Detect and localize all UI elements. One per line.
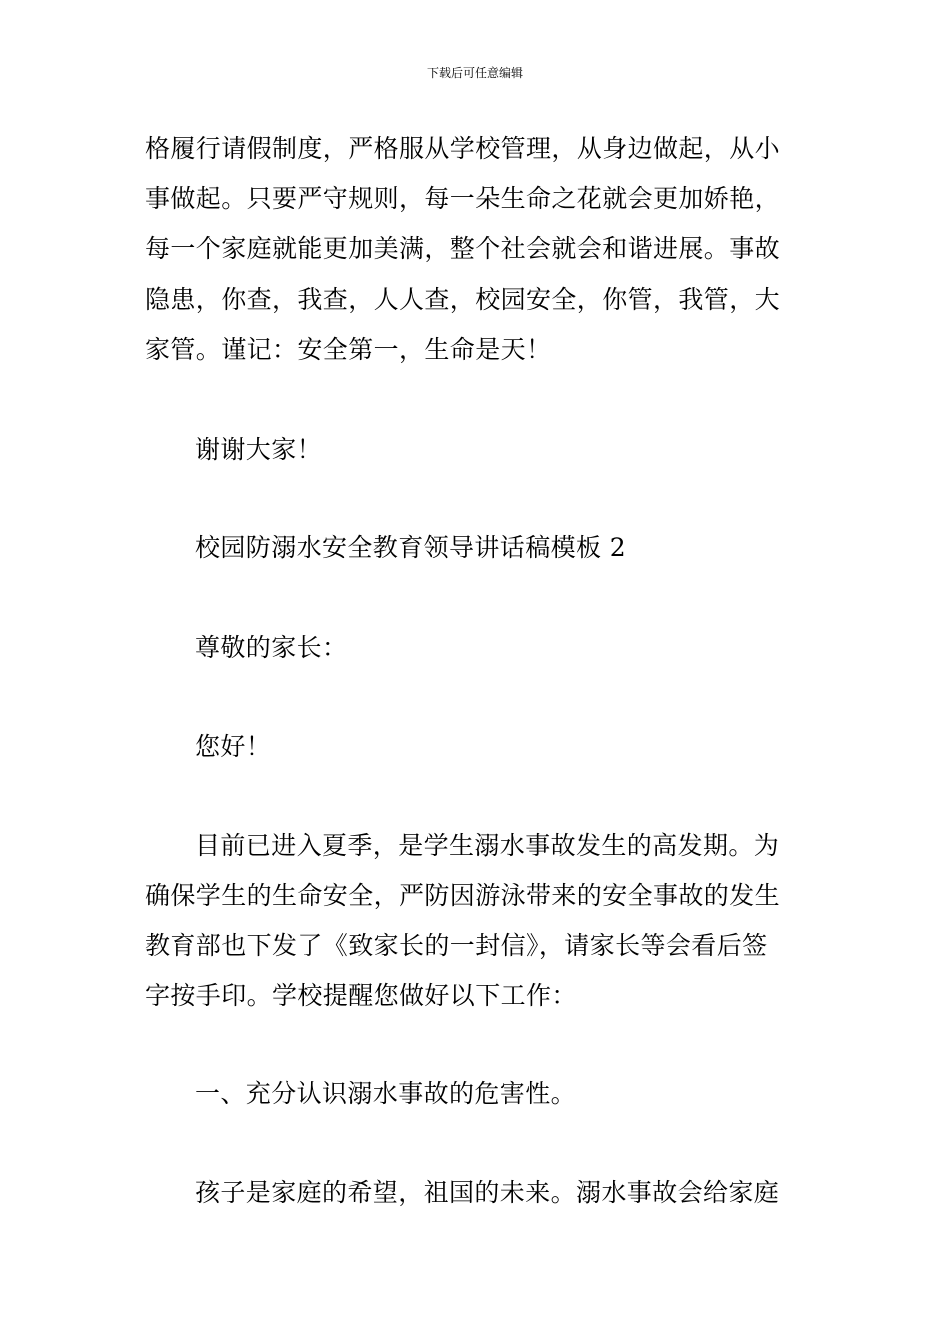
page-header-note: 下载后可任意编辑 (426, 66, 523, 80)
paragraph-line: 格履行请假制度，严格服从学校管理，从身边做起，从小 (145, 134, 781, 163)
paragraph-line: 教育部也下发了《致家长的一封信》，请家长等会看后签 (145, 931, 768, 960)
paragraph-line: 隐患，你查，我查，人人查，校园安全，你管，我管，大 (145, 285, 781, 314)
paragraph-line: 家管。谨记：安全第一，生命是天！ (145, 335, 552, 364)
paragraph-line: 目前已进入夏季，是学生溺水事故发生的高发期。为 (195, 831, 780, 860)
paragraph-line: 每一个家庭就能更加美满，整个社会就会和谐进展。事故 (145, 234, 781, 263)
paragraph-line: 事做起。只要严守规则，每一朵生命之花就会更加娇艳， (145, 184, 781, 213)
list-heading: 一、充分认识溺水事故的危害性。 (195, 1079, 577, 1108)
paragraph-line: 字按手印。学校提醒您做好以下工作： (145, 981, 577, 1010)
salutation: 尊敬的家长： (195, 633, 348, 662)
paragraph-line: 孩子是家庭的希望，祖国的未来。溺水事故会给家庭 (195, 1178, 780, 1207)
thanks-line: 谢谢大家！ (195, 435, 323, 464)
greeting: 您好！ (195, 732, 272, 761)
paragraph-line: 确保学生的生命安全，严防因游泳带来的安全事故的发生 (145, 881, 781, 910)
section-title: 校园防溺水安全教育领导讲话稿模板 2 (195, 533, 627, 562)
